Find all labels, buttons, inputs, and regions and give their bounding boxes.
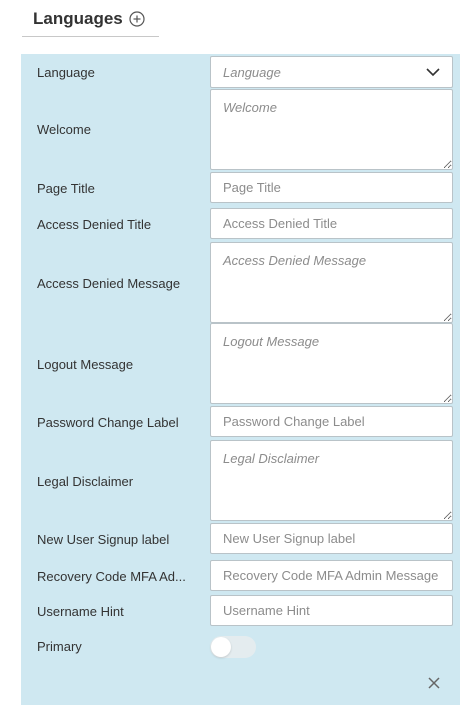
recovery-code-mfa-row	[21, 560, 460, 591]
username-hint-label: Username Hint	[37, 604, 124, 619]
username-hint-row	[21, 595, 460, 626]
access-denied-title-input[interactable]	[210, 208, 453, 239]
welcome-label: Welcome	[37, 122, 91, 137]
new-user-signup-label: New User Signup label	[37, 532, 170, 547]
page-title-label: Page Title	[37, 181, 95, 196]
new-user-signup-input[interactable]	[210, 523, 453, 554]
legal-disclaimer-label: Legal Disclaimer	[37, 474, 134, 489]
language-form-panel	[21, 54, 460, 705]
password-change-label-row	[21, 406, 460, 437]
page-title-input[interactable]	[210, 172, 453, 203]
access-denied-title-label: Access Denied Title	[37, 217, 152, 232]
recovery-code-mfa-input[interactable]	[210, 560, 453, 591]
username-hint-input[interactable]	[210, 595, 453, 626]
access-denied-message-row	[21, 242, 460, 323]
welcome-textarea[interactable]	[210, 89, 453, 170]
password-change-label-input[interactable]	[210, 406, 453, 437]
logout-message-label: Logout Message	[37, 357, 134, 372]
language-select-placeholder: Language	[223, 64, 281, 80]
primary-row	[21, 636, 460, 658]
close-icon[interactable]	[427, 676, 441, 690]
language-label: Language	[37, 65, 95, 80]
language-select[interactable]	[210, 56, 453, 88]
access-denied-message-textarea[interactable]	[210, 242, 453, 323]
primary-toggle[interactable]	[210, 636, 256, 658]
logout-message-textarea[interactable]	[210, 323, 453, 404]
languages-header	[22, 0, 159, 37]
section-title: Languages	[33, 9, 123, 28]
welcome-row	[21, 89, 460, 170]
access-denied-title-row	[21, 208, 460, 239]
access-denied-message-label: Access Denied Message	[37, 276, 181, 291]
plus-circle-icon[interactable]	[129, 11, 145, 27]
logout-message-row	[21, 323, 460, 404]
toggle-knob	[211, 637, 231, 657]
new-user-signup-row	[21, 523, 460, 554]
password-change-label-label: Password Change Label	[37, 415, 179, 430]
primary-label: Primary	[37, 639, 82, 654]
legal-disclaimer-row	[21, 440, 460, 521]
page-title-row	[21, 172, 460, 203]
language-row	[21, 56, 460, 88]
legal-disclaimer-textarea[interactable]	[210, 440, 453, 521]
chevron-down-icon	[426, 67, 440, 77]
recovery-code-mfa-label: Recovery Code MFA Ad...	[37, 569, 186, 584]
